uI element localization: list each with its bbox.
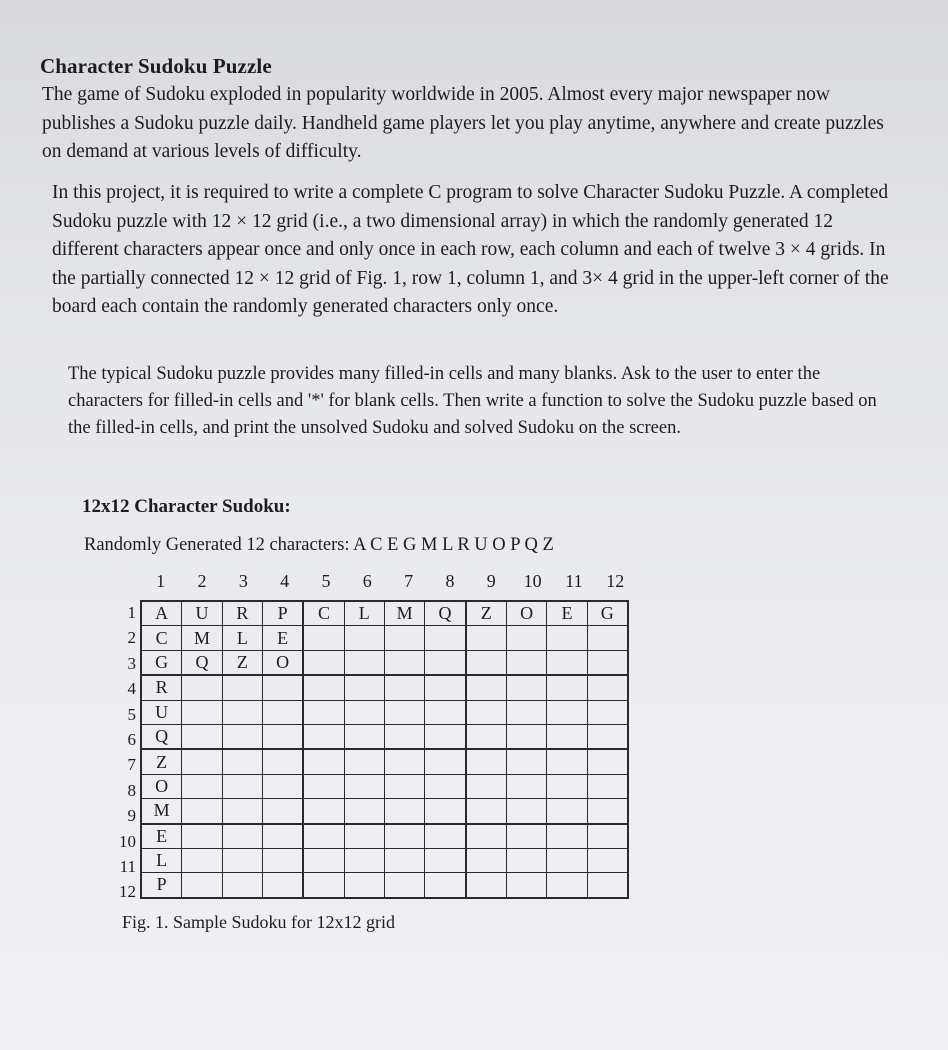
grid-cell — [182, 774, 222, 798]
grid-cell — [303, 700, 344, 724]
column-number: 10 — [523, 571, 542, 591]
grid-cell — [506, 700, 546, 724]
grid-cell — [344, 700, 384, 724]
grid-cell — [384, 675, 424, 700]
grid-cell — [547, 848, 587, 872]
column-number: 6 — [362, 571, 372, 591]
grid-cell — [303, 799, 344, 824]
grid-row — [141, 724, 628, 749]
grid-cell — [587, 774, 628, 798]
grid-cell: U — [141, 700, 182, 724]
grid-cell — [425, 724, 466, 749]
grid-cell — [466, 774, 507, 798]
grid-cell — [506, 848, 546, 872]
row-number: 12 — [119, 882, 136, 902]
grid-cell — [384, 848, 424, 872]
row-number: 10 — [119, 831, 136, 851]
grid-cell — [182, 700, 222, 724]
sudoku-grid — [140, 600, 629, 899]
requirements-paragraph: In this project, it is required to write a complete C program to solve Character Sudoku Puzzle. A completed Sudoku puzzle with 12 × 12 grid (i.e., a two dimensional array) in which the randomly generated 12 different characters appear once and only once in each row, each column and each of twelve 3 × 4 grids. In the partially connected 12 × 12 grid of Fig. 1, row 1, column 1, and 3× 4 grid in the upper-left corner of the board each contain the randomly generated characters only once. — [52, 182, 889, 317]
grid-cell — [587, 626, 628, 650]
grid-row — [141, 601, 628, 626]
document-title: Character Sudoku Puzzle — [40, 54, 272, 78]
grid-cell — [384, 724, 424, 749]
grid-cell — [466, 724, 507, 749]
grid-cell — [547, 700, 587, 724]
grid-cell — [222, 799, 262, 824]
random-characters-line: Randomly Generated 12 characters: A C E G M L R U O P Q Z — [84, 535, 554, 555]
column-number: 1 — [156, 571, 166, 591]
grid-cell — [303, 873, 344, 898]
row-number: 8 — [127, 780, 136, 800]
grid-cell: Z — [141, 749, 182, 774]
row-number: 2 — [127, 628, 136, 648]
grid-cell: P — [262, 601, 303, 626]
grid-cell: Z — [466, 601, 507, 626]
grid-row — [141, 675, 628, 700]
grid-cell — [222, 675, 262, 700]
column-number: 11 — [565, 571, 583, 591]
grid-cell — [262, 700, 303, 724]
grid-cell — [425, 675, 466, 700]
grid-cell: R — [141, 675, 182, 700]
sudoku-subheading: 12x12 Character Sudoku: — [82, 496, 291, 517]
grid-cell — [344, 749, 384, 774]
grid-cell: R — [222, 601, 262, 626]
grid-cell — [262, 774, 303, 798]
row-number: 1 — [127, 603, 136, 622]
column-number: 7 — [404, 571, 414, 591]
grid-cell — [182, 675, 222, 700]
grid-cell — [466, 873, 507, 898]
grid-row — [141, 626, 628, 650]
grid-cell — [547, 799, 587, 824]
grid-cell — [262, 749, 303, 774]
grid-cell — [262, 873, 303, 898]
grid-cell — [425, 848, 466, 872]
grid-cell — [547, 873, 587, 898]
grid-cell — [182, 724, 222, 749]
grid-cell — [506, 774, 546, 798]
grid-cell — [466, 749, 507, 774]
grid-cell — [425, 749, 466, 774]
grid-cell — [506, 724, 546, 749]
grid-cell — [303, 650, 344, 675]
grid-cell — [425, 824, 466, 849]
grid-cell — [587, 700, 628, 724]
grid-cell: G — [141, 650, 182, 675]
grid-cell — [303, 675, 344, 700]
grid-cell — [466, 824, 507, 849]
grid-cell — [384, 626, 424, 650]
column-number: 12 — [606, 571, 625, 591]
column-number: 2 — [197, 571, 207, 591]
grid-cell — [425, 799, 466, 824]
grid-cell — [222, 700, 262, 724]
grid-cell: A — [141, 601, 182, 626]
grid-cell — [466, 848, 507, 872]
row-number: 5 — [127, 704, 136, 724]
grid-cell: L — [344, 601, 384, 626]
row-number: 4 — [127, 679, 136, 699]
grid-cell: O — [141, 774, 182, 798]
grid-cell — [587, 749, 628, 774]
grid-cell — [182, 873, 222, 898]
grid-cell — [466, 675, 507, 700]
column-numbers — [140, 571, 636, 595]
grid-cell — [303, 824, 344, 849]
grid-cell — [384, 799, 424, 824]
instructions-paragraph: The typical Sudoku puzzle provides many filled-in cells and many blanks. Ask to the user to enter the characters for filled-in cells and '*' for blank cells. Then write a function to solve the Sudoku puzzle based on the filled-in cells, and print the unsolved Sudoku and solved Sudoku on the screen. — [68, 364, 877, 438]
grid-cell — [303, 626, 344, 650]
grid-cell: M — [141, 799, 182, 824]
grid-cell — [587, 675, 628, 700]
figure-caption: Fig. 1. Sample Sudoku for 12x12 grid — [122, 912, 395, 932]
grid-cell — [222, 848, 262, 872]
grid-cell: E — [141, 824, 182, 849]
grid-cell — [344, 626, 384, 650]
grid-cell: O — [506, 601, 546, 626]
grid-cell — [547, 749, 587, 774]
column-number: 4 — [280, 571, 290, 591]
grid-cell — [506, 749, 546, 774]
grid-cell — [344, 650, 384, 675]
grid-cell — [262, 824, 303, 849]
grid-cell — [547, 724, 587, 749]
grid-cell — [182, 799, 222, 824]
grid-cell — [303, 774, 344, 798]
grid-cell — [425, 873, 466, 898]
grid-cell — [303, 724, 344, 749]
column-number: 3 — [238, 571, 248, 591]
grid-cell — [506, 650, 546, 675]
grid-cell: E — [262, 626, 303, 650]
grid-cell: L — [141, 848, 182, 872]
grid-cell: P — [141, 873, 182, 898]
grid-cell — [262, 675, 303, 700]
grid-cell: M — [384, 601, 424, 626]
grid-cell — [222, 749, 262, 774]
column-number: 8 — [445, 571, 455, 591]
grid-cell — [425, 700, 466, 724]
grid-cell — [344, 724, 384, 749]
grid-cell — [547, 824, 587, 849]
grid-cell — [262, 799, 303, 824]
grid-cell: C — [141, 626, 182, 650]
grid-cell — [466, 650, 507, 675]
intro-paragraph: The game of Sudoku exploded in popularity worldwide in 2005. Almost every major newspaper now publishes a Sudoku puzzle daily. Handheld game players let you play anytime, anywhere and create puzzles on demand at various levels of difficulty. — [42, 84, 884, 162]
row-numbers — [108, 600, 140, 905]
grid-cell — [222, 724, 262, 749]
grid-cell — [262, 848, 303, 872]
grid-cell — [384, 749, 424, 774]
grid-cell — [587, 873, 628, 898]
grid-cell — [222, 824, 262, 849]
grid-cell — [262, 724, 303, 749]
grid-cell — [425, 774, 466, 798]
grid-cell: U — [182, 601, 222, 626]
grid-cell: Q — [425, 601, 466, 626]
grid-cell: G — [587, 601, 628, 626]
grid-cell — [587, 824, 628, 849]
grid-cell — [547, 650, 587, 675]
grid-cell: Q — [182, 650, 222, 675]
grid-cell — [466, 700, 507, 724]
column-number: 9 — [486, 571, 496, 591]
grid-cell — [182, 749, 222, 774]
grid-cell — [344, 774, 384, 798]
grid-cell — [506, 824, 546, 849]
grid-cell: M — [182, 626, 222, 650]
grid-cell: E — [547, 601, 587, 626]
grid-cell — [344, 824, 384, 849]
grid-cell — [303, 848, 344, 872]
grid-cell — [547, 774, 587, 798]
row-number: 6 — [127, 729, 136, 749]
grid-cell — [384, 650, 424, 675]
grid-cell — [547, 675, 587, 700]
grid-cell — [506, 799, 546, 824]
grid-cell — [506, 675, 546, 700]
grid-cell — [587, 848, 628, 872]
grid-row — [141, 650, 628, 675]
grid-cell — [222, 873, 262, 898]
grid-cell — [466, 799, 507, 824]
grid-cell — [344, 848, 384, 872]
grid-cell: Z — [222, 650, 262, 675]
grid-cell — [466, 626, 507, 650]
grid-cell: L — [222, 626, 262, 650]
grid-cell: Q — [141, 724, 182, 749]
grid-row — [141, 749, 628, 774]
grid-row — [141, 873, 628, 898]
grid-cell: O — [262, 650, 303, 675]
grid-cell — [587, 650, 628, 675]
grid-cell — [506, 626, 546, 650]
grid-cell — [384, 824, 424, 849]
grid-cell — [384, 873, 424, 898]
grid-cell — [587, 799, 628, 824]
grid-cell — [384, 700, 424, 724]
grid-cell — [384, 774, 424, 798]
grid-cell — [425, 626, 466, 650]
grid-row — [141, 824, 628, 849]
row-number: 3 — [127, 653, 136, 673]
grid-cell — [587, 724, 628, 749]
grid-row — [141, 700, 628, 724]
grid-cell — [344, 873, 384, 898]
grid-cell — [547, 626, 587, 650]
grid-cell: C — [303, 601, 344, 626]
grid-row — [141, 799, 628, 824]
grid-row — [141, 774, 628, 798]
grid-row — [141, 848, 628, 872]
grid-cell — [182, 848, 222, 872]
grid-cell — [344, 799, 384, 824]
grid-cell — [182, 824, 222, 849]
grid-cell — [344, 675, 384, 700]
grid-cell — [303, 749, 344, 774]
grid-cell — [222, 774, 262, 798]
row-number: 7 — [127, 755, 136, 775]
grid-cell — [506, 873, 546, 898]
column-number: 5 — [321, 571, 331, 591]
row-number: 11 — [119, 856, 136, 876]
row-number: 9 — [127, 806, 136, 826]
grid-cell — [425, 650, 466, 675]
